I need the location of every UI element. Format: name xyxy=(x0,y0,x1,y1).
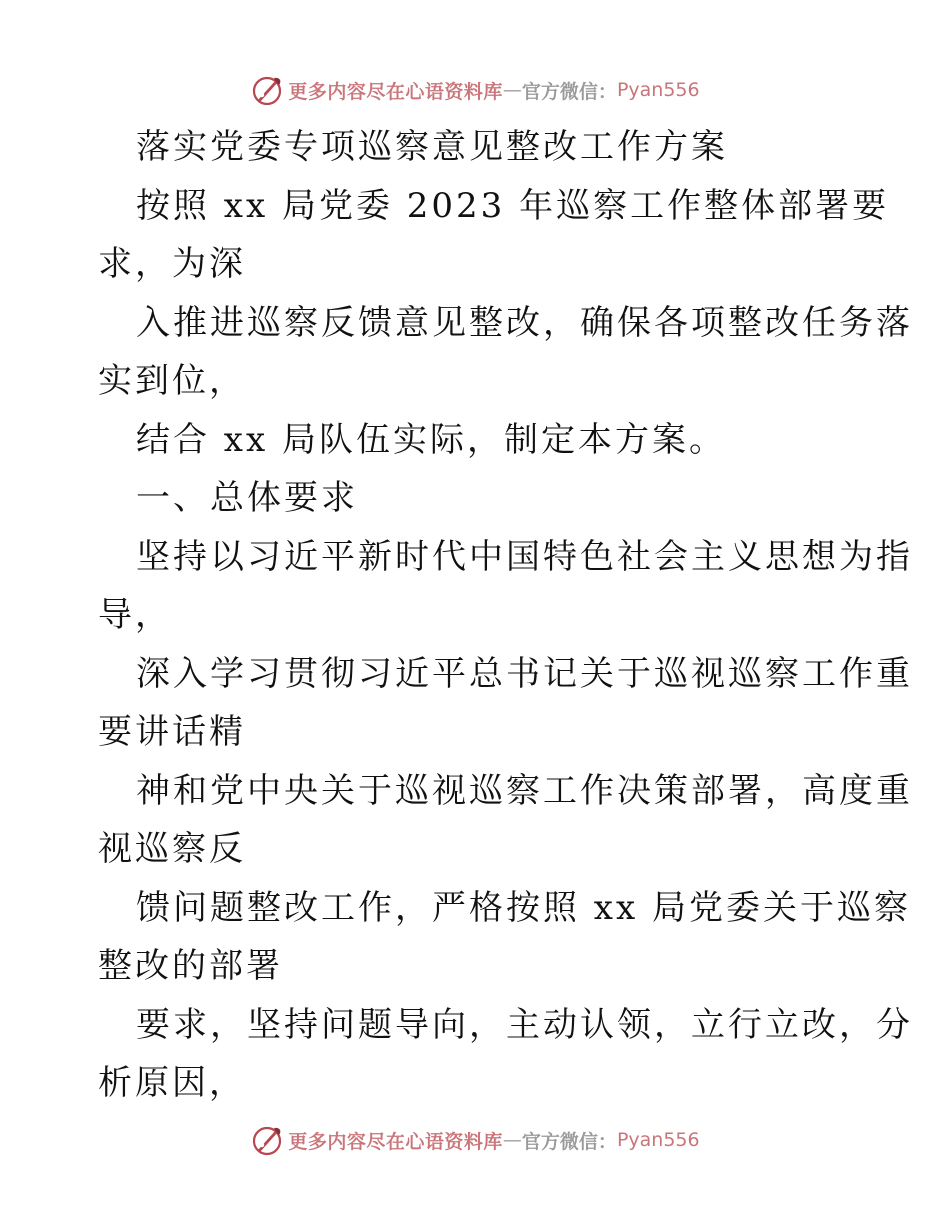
paragraph-line: 视巡察反 xyxy=(98,829,246,869)
section-heading: 一、总体要求 xyxy=(136,478,358,518)
paragraph-line: 整改的部署 xyxy=(98,946,283,986)
document-body xyxy=(98,118,913,1113)
paragraph-line: 结合 xx 局队伍实际，制定本方案。 xyxy=(136,419,726,460)
watermark-banner-top xyxy=(0,70,950,110)
paragraph-line: 馈问题整改工作，严格按照 xx 局党委关于巡察 xyxy=(136,887,911,928)
watermark-separator: — xyxy=(502,1129,522,1151)
paragraph-line: 导， xyxy=(98,595,172,635)
watermark-wechat-id: Pyan556 xyxy=(616,1129,700,1151)
watermark-separator: — xyxy=(502,79,522,101)
watermark-wechat-label: 官方微信： xyxy=(521,80,617,103)
paragraph-line: 入推进巡察反馈意见整改，确保各项整改任务落 xyxy=(136,302,913,343)
paragraph-line: 神和党中央关于巡视巡察工作决策部署，高度重 xyxy=(136,770,913,811)
paragraph-line: 要讲话精 xyxy=(98,712,246,752)
paragraph-line: 要求，坚持问题导向，主动认领，立行立改，分 xyxy=(136,1004,913,1045)
paragraph-line: 实到位， xyxy=(98,361,246,401)
quill-logo-icon xyxy=(250,73,284,107)
paragraph-line: 析原因， xyxy=(98,1063,246,1103)
watermark-banner-bottom xyxy=(0,1120,950,1160)
watermark-main-text: 更多内容尽在心语资料库 xyxy=(288,1130,503,1153)
paragraph-line: 坚持以习近平新时代中国特色社会主义思想为指 xyxy=(136,536,913,577)
watermark-wechat-label: 官方微信： xyxy=(521,1130,617,1153)
watermark-wechat-id: Pyan556 xyxy=(616,79,700,101)
watermark-main-text: 更多内容尽在心语资料库 xyxy=(288,80,503,103)
paragraph-line: 按照 xx 局党委 2023 年巡察工作整体部署要 xyxy=(136,185,890,226)
paragraph-line: 深入学习贯彻习近平总书记关于巡视巡察工作重 xyxy=(136,653,913,694)
paragraph-line: 求，为深 xyxy=(98,244,246,284)
quill-logo-icon xyxy=(250,1123,284,1157)
document-title: 落实党委专项巡察意见整改工作方案 xyxy=(136,127,728,167)
